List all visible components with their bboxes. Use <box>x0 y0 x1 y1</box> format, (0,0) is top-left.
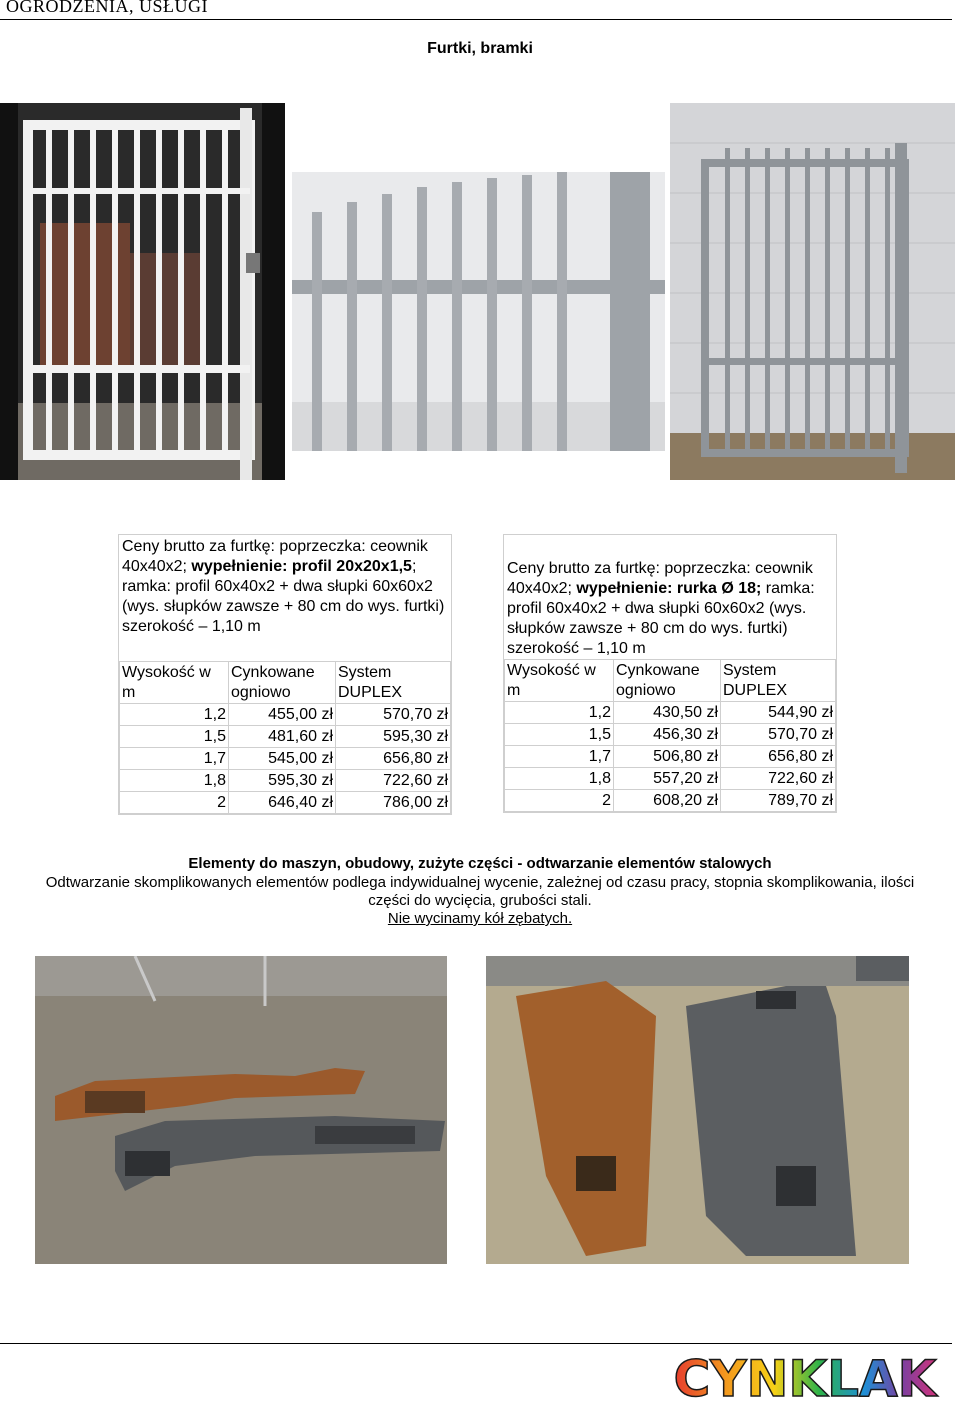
cell-height: 2 <box>505 790 614 812</box>
table-row <box>505 702 836 724</box>
cell-galvanized-price: 646,40 zł <box>229 792 336 814</box>
photo-white-gate <box>0 103 285 480</box>
table-row <box>505 790 836 812</box>
price-box-profil <box>118 534 452 815</box>
cell-galvanized-price: 456,30 zł <box>614 724 721 746</box>
footer-divider <box>0 1343 952 1344</box>
price-box-rurka <box>503 534 837 813</box>
cell-duplex-price: 656,80 zł <box>336 748 451 770</box>
cynklak-logo <box>660 1352 950 1404</box>
cell-duplex-price: 789,70 zł <box>721 790 836 812</box>
photo-steel-plates-flat <box>35 956 447 1264</box>
table-row <box>505 746 836 768</box>
price-description-profil <box>119 535 451 661</box>
table-header-row <box>505 660 836 702</box>
cell-galvanized-price: 545,00 zł <box>229 748 336 770</box>
table-row <box>120 748 451 770</box>
table-row <box>120 792 451 814</box>
table-header-row <box>120 662 451 704</box>
cell-duplex-price: 722,60 zł <box>721 768 836 790</box>
photo-steel-plates-bent <box>486 956 909 1264</box>
cell-duplex-price: 722,60 zł <box>336 770 451 792</box>
cell-height: 1,5 <box>505 724 614 746</box>
cell-height: 1,2 <box>505 702 614 724</box>
column-header-galvanized: Cynkowane ogniowo <box>229 662 336 704</box>
cell-height: 1,2 <box>120 704 229 726</box>
description-bold: wypełnienie: rurka Ø 18; <box>576 580 762 597</box>
description-text: Ceny brutto za furtkę: poprzeczka: ceownik 40x40x2; <box>122 538 428 575</box>
cell-galvanized-price: 455,00 zł <box>229 704 336 726</box>
page-header-title: OGRODZENIA, USŁUGI <box>6 0 208 16</box>
cell-height: 1,5 <box>120 726 229 748</box>
table-row <box>120 704 451 726</box>
cell-duplex-price: 656,80 zł <box>721 746 836 768</box>
cell-duplex-price: 544,90 zł <box>721 702 836 724</box>
photo-grey-gate-full <box>670 103 955 480</box>
column-header-height: Wysokość w m <box>120 662 229 704</box>
price-table-rurka <box>504 659 836 812</box>
cell-galvanized-price: 506,80 zł <box>614 746 721 768</box>
table-row <box>120 726 451 748</box>
description-text: ; ramka: profil 60x40x2 + dwa słupki 60x60x2 (wys. słupków zawsze + 80 cm do wys. furtki) szerokość – 1,10 m <box>122 558 445 635</box>
logo-text: CYNKLAK <box>673 1352 937 1404</box>
description-text: ramka: profil 60x40x2 + dwa słupki 60x60x2 (wys. słupków zawsze + 80 cm do wys. furtki) szerokość – 1,10 m <box>507 580 815 657</box>
cell-height: 1,7 <box>505 746 614 768</box>
table-row <box>505 768 836 790</box>
column-header-galvanized: Cynkowane ogniowo <box>614 660 721 702</box>
table-row <box>120 770 451 792</box>
machine-parts-description: Odtwarzanie skomplikowanych elementów podlega indywidualnej wycenie, zależnej od czasu pracy, stopnia skomplikowania, ilości części do wycięcia, grubości stali. <box>45 874 915 909</box>
photo-grey-gate-closeup <box>292 172 665 451</box>
column-header-height: Wysokość w m <box>505 660 614 702</box>
cell-galvanized-price: 430,50 zł <box>614 702 721 724</box>
cell-galvanized-price: 481,60 zł <box>229 726 336 748</box>
cell-galvanized-price: 595,30 zł <box>229 770 336 792</box>
column-header-duplex: System DUPLEX <box>721 660 836 702</box>
cell-duplex-price: 570,70 zł <box>336 704 451 726</box>
cell-galvanized-price: 557,20 zł <box>614 768 721 790</box>
section-title: Furtki, bramki <box>427 40 533 57</box>
header-divider <box>0 19 952 20</box>
cell-height: 1,8 <box>120 770 229 792</box>
table-row <box>505 724 836 746</box>
cell-duplex-price: 570,70 zł <box>721 724 836 746</box>
description-text: Ceny brutto za furtkę: poprzeczka: ceownik 40x40x2; <box>507 560 813 597</box>
cell-duplex-price: 786,00 zł <box>336 792 451 814</box>
cell-height: 1,8 <box>505 768 614 790</box>
cell-galvanized-price: 608,20 zł <box>614 790 721 812</box>
price-description-rurka <box>504 535 836 659</box>
cell-height: 2 <box>120 792 229 814</box>
machine-parts-heading: Elementy do maszyn, obudowy, zużyte części - odtwarzanie elementów stalowych <box>188 855 772 872</box>
price-table-profil <box>119 661 451 814</box>
column-header-duplex: System DUPLEX <box>336 662 451 704</box>
machine-parts-note: Nie wycinamy kół zębatych. <box>387 910 573 927</box>
description-bold: wypełnienie: profil 20x20x1,5 <box>191 558 412 575</box>
cell-height: 1,7 <box>120 748 229 770</box>
cell-duplex-price: 595,30 zł <box>336 726 451 748</box>
